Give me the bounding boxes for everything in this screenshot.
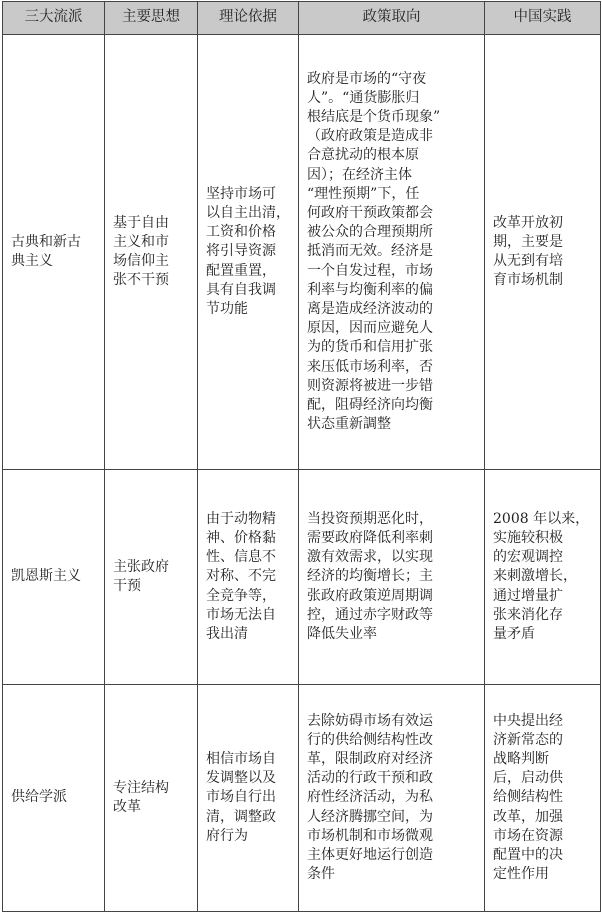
practice-text: 2008 年以来， 实施较积极 的宏观调控 来刺激增长， 通过增量扩 张来消化存 量矛盾 [493,510,590,642]
header-school: 三大流派 [3,2,105,35]
header-main-idea: 主要思想 [105,2,198,35]
idea-cell [105,470,198,685]
school-name: 古典和新古 典主义 [11,233,81,269]
practice-cell [485,470,601,685]
header-policy-orientation: 政策取向 [299,2,485,35]
header-china-practice: 中国实践 [485,2,601,35]
theory-basis-text: 坚持市场可 以自主出清， 工资和价格 将引导资源 配置重置， 具有自我调 节功能 [206,185,290,317]
school-cell [3,470,105,685]
header-theory-basis: 理论依据 [198,2,299,35]
school-name: 供给学派 [11,789,67,806]
school-name: 凯恩斯主义 [11,568,81,585]
practice-cell [485,35,601,470]
idea-cell [105,685,198,912]
table-row [3,35,601,470]
theory-basis-text: 相信市场自 发调整以及 市场自行出 清，调整政 府行为 [206,750,276,844]
header-row [3,2,601,35]
basis-cell [198,35,299,470]
policy-cell [299,685,485,912]
policy-cell [299,35,485,470]
main-idea-text: 基于自由 主义和市 场信仰主 张不干预 [113,214,169,289]
idea-cell [105,35,198,470]
policy-cell [299,470,485,685]
main-idea-text: 主张政府 干预 [113,558,169,594]
practice-text: 中央提出经 济新常态的 战略判断 后，启动供 给侧结构性 改革，加强 市场在资源 配置中的决 定性作用 [493,712,563,883]
policy-text: 政府是市场的“守夜 人”。“通货膨胀归 根结底是个货币现象” （政府政策是造成非 合意扰动的根本原 因）；在经济主体 “理性预期”下，任 何政府干预政策都会 被公众的合理预期所 抵消而无效。经济是 一个自发过程，市场 利率与均衡利率的偏 离是造成经济波动的 原因，因而应避免人 为的货币和信用扩张 来压低市场利率，否 则资源将被进一步错 配，阻碍经济向均衡 状态重新調整 [307,70,441,433]
policy-text: 当投资预期恶化时， 需要政府降低利率刺 激有效需求，以实现 经济的均衡增长；主 张政府政策逆周期调 控，通过赤字财政等 降低失业率 [307,510,433,642]
table-row [3,685,601,912]
basis-cell [198,685,299,912]
main-idea-text: 专注结构 改革 [113,779,169,815]
school-cell [3,35,105,470]
basis-cell [198,470,299,685]
practice-text: 改革开放初 期，主要是 从无到有培 育市场机制 [493,214,563,289]
table-row [3,470,601,685]
theory-basis-text: 由于动物精 神、价格黏 性、信息不 对称、不完 全竞争等， 市场无法自 我出清 [206,510,276,642]
policy-text: 去除妨碍市场有效运 行的供给侧结构性改 革，限制政府对经济 活动的行政干预和政 府性经济活动，为私 人经济腾挪空间，为 市场机制和市场微观 主体更好地运行创造 条件 [307,712,433,883]
comparison-table [2,1,601,912]
school-cell [3,685,105,912]
practice-cell [485,685,601,912]
